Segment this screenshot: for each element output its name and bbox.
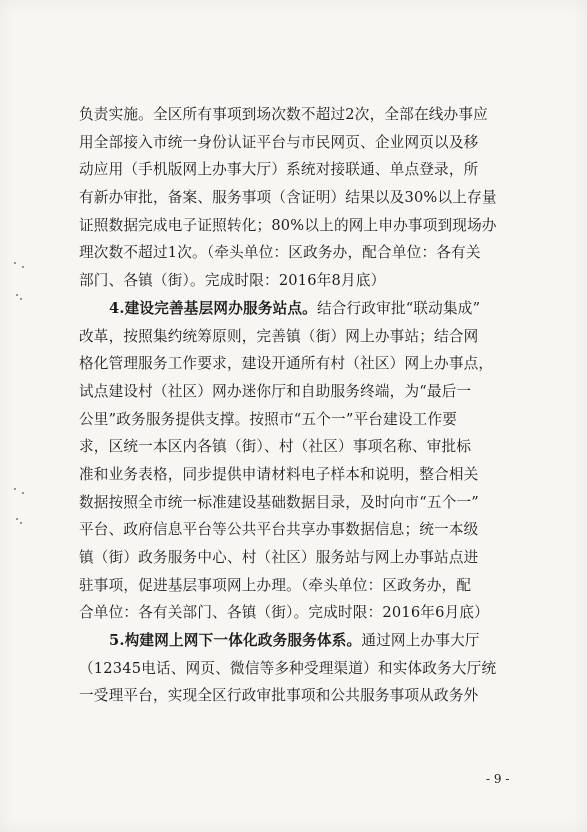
text-line: 证照数据完成电子证照转化；80%以上的网上申办事项到现场办 [79,216,497,234]
binding-mark [22,492,24,494]
text-line: 平台、政府信息平台等公共平台共享办事数据信息；统一本级 [79,521,479,539]
binding-mark [14,488,16,490]
binding-mark [20,522,22,524]
text-line: 试点建设村（社区）网办迷你厅和自助服务终端，为“最后一 [79,382,472,400]
text-line: 部门、各镇（街）。完成时限：2016年8月底） [79,272,386,290]
text-line: 一受理平台，实现全区行政审批事项和公共服务事项从政务外 [79,687,479,705]
binding-mark [16,294,18,296]
text-line: 理次数不超过1次。（牵头单位：区政务办，配合单位：各有关 [79,244,481,262]
binding-mark [14,262,16,264]
text-line: 改革，按照集约统筹原则，完善镇（街）网上办事站；结合网 [79,327,479,345]
text-line: （12345电话、网页、微信等多种受理渠道）和实体政务大厅统 [79,659,497,677]
text-line: 动应用（手机版网上办事大厅）系统对接联通、单点登录，所 [79,161,479,179]
section-heading-line [79,627,515,655]
section-heading-line [79,295,515,323]
text-line: 用全部接入市统一身份认证平台与市民网页、企业网页以及移 [79,133,479,151]
text-line: 数据按照全市统一标准建设基础数据目录，及时向市“五个一” [79,493,479,511]
section-heading-4: 4.建设完善基层网办服务站点。 [109,299,317,317]
binding-mark [16,518,18,520]
text-line: 公里”政务服务提供支撑。按照市“五个一”平台建设工作要 [79,410,458,428]
text-line: 镇（街）政务服务中心、村（社区）服务站与网上办事站点进 [79,549,479,566]
binding-mark [20,298,22,300]
text-line: 格化管理服务工作要求，建设开通所有村（社区）网上办事点， [79,355,494,373]
text-line: 通过网上办事大厅 [361,632,480,650]
text-line: 结合行政审批“联动集成” [316,299,481,317]
text-line: 驻事项，促进基层事项网上办理。（牵头单位：区政务办，配 [79,576,472,594]
text-line: 合单位：各有关部门、各镇（街）。完成时限：2016年6月底） [79,604,489,622]
text-line: 有新办审批，备案、服务事项（含证明）结果以及30%以上存量 [79,189,497,207]
text-line: 准和业务表格，同步提供申请材料电子样本和说明，整合相关 [79,465,479,483]
section-heading-5: 5.构建网上网下一体化政务服务体系。 [109,632,362,650]
text-line: 求，区统一本区内各镇（街）、村（社区）事项名称、审批标 [79,438,472,456]
page-number: - 9 - [486,772,510,786]
binding-mark [22,266,24,268]
text-line: 负责实施。全区所有事项到场次数不超过2次，全部在线办事应 [79,106,488,123]
document-body [79,101,515,710]
